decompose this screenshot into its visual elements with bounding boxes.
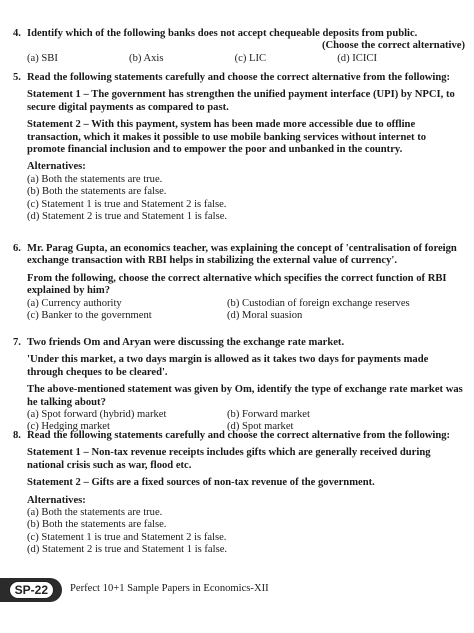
option-b: (b) Custodian of foreign exchange reserves xyxy=(227,297,410,309)
question-text: Read the following statements carefully and choose the correct alternative from the following: xyxy=(27,430,451,441)
option-d: (d) Statement 2 is true and Statement 1 is false. xyxy=(27,544,228,556)
option-c: (c) Statement 1 is true and Statement 2 is false. xyxy=(27,531,227,543)
question-number: 7. xyxy=(13,337,21,348)
statement-2 xyxy=(27,119,465,156)
statement-text: Non-tax revenue receipts includes gifts which are generally received during national crisis such as war, flood etc. xyxy=(27,447,431,471)
option-a: (a) Spot forward (hybrid) market xyxy=(27,409,167,421)
option-d: (d) Spot market xyxy=(227,421,294,433)
question-7 xyxy=(13,337,465,434)
option-d: (d) Statement 2 is true and Statement 1 is false. xyxy=(27,211,228,223)
option-a: (a) Currency authority xyxy=(27,297,122,309)
question-prompt: From the following, choose the correct alternative which specifies the correct function of RBI explained by him? xyxy=(27,272,447,297)
question-text: Mr. Parag Gupta, an economics teacher, was explaining the concept of 'centralisation of foreign exchange transaction with RBI helps in stabilizing the external value of currency'. xyxy=(27,243,457,267)
question-instruction: (Choose the correct alternative) xyxy=(321,40,465,52)
option-b: (b) Axis xyxy=(129,52,164,64)
option-c: (c) Hedging market xyxy=(27,421,110,433)
question-number: 6. xyxy=(13,243,21,254)
statement-1 xyxy=(27,89,465,114)
page-footer xyxy=(0,578,474,602)
option-a: (a) SBI xyxy=(27,52,58,64)
question-5 xyxy=(13,72,465,223)
option-c: (c) Banker to the government xyxy=(27,310,152,322)
option-b: (b) Forward market xyxy=(227,409,310,421)
statement-label: Statement 1 – xyxy=(27,89,89,101)
statement-label: Statement 2 – xyxy=(27,477,89,489)
option-c: (c) LIC xyxy=(234,52,267,64)
option-c: (c) Statement 1 is true and Statement 2 is false. xyxy=(27,198,227,210)
question-quote: 'Under this market, a two days margin is allowed as it takes two days for payments made through cheques to be cleared'. xyxy=(27,354,429,378)
statement-label: Statement 1 – xyxy=(27,447,89,459)
statement-text: With this payment, system has been made more accessible due to offline transaction, which it makes it possible to use mobile banking services without internet to promote financial inclusion and to empower the poor and unbanked in the country. xyxy=(27,119,427,156)
statement-text: The government has strengthen the unified payment interface (UPI) by NPCI, to secure digital payments as compared to past. xyxy=(27,89,455,113)
statement-2 xyxy=(27,477,465,489)
question-text: Identify which of the following banks does not accept chequeable deposits from public. xyxy=(27,28,418,39)
page-number-badge xyxy=(0,578,62,602)
option-b: (b) Both the statements are false. xyxy=(27,186,167,198)
option-d: (d) ICICI xyxy=(337,52,377,64)
question-text: Read the following statements carefully and choose the correct alternative from the following: xyxy=(27,72,451,83)
question-text: Two friends Om and Aryan were discussing the exchange rate market. xyxy=(27,337,345,348)
statement-label: Statement 2 – xyxy=(27,119,89,131)
question-number: 5. xyxy=(13,72,21,83)
option-b: (b) Both the statements are false. xyxy=(27,519,167,531)
page-number: SP-22 xyxy=(9,581,54,599)
option-a: (a) Both the statements are true. xyxy=(27,173,163,185)
question-number: 4. xyxy=(13,28,21,39)
question-prompt: The above-mentioned statement was given by Om, identify the type of exchange rate market was he talking about? xyxy=(27,384,463,408)
option-d: (d) Moral suasion xyxy=(227,310,303,322)
alternatives-label: Alternatives: xyxy=(27,161,86,173)
question-number: 8. xyxy=(13,430,21,441)
question-8 xyxy=(13,430,465,557)
alternatives-label: Alternatives: xyxy=(27,494,86,506)
option-a: (a) Both the statements are true. xyxy=(27,507,163,519)
question-6 xyxy=(13,243,465,322)
question-4 xyxy=(13,28,465,65)
book-title: Perfect 10+1 Sample Papers in Economics-XII xyxy=(70,583,269,594)
statement-text: Gifts are a fixed sources of non-tax revenue of the government. xyxy=(91,477,375,489)
statement-1 xyxy=(27,447,465,472)
